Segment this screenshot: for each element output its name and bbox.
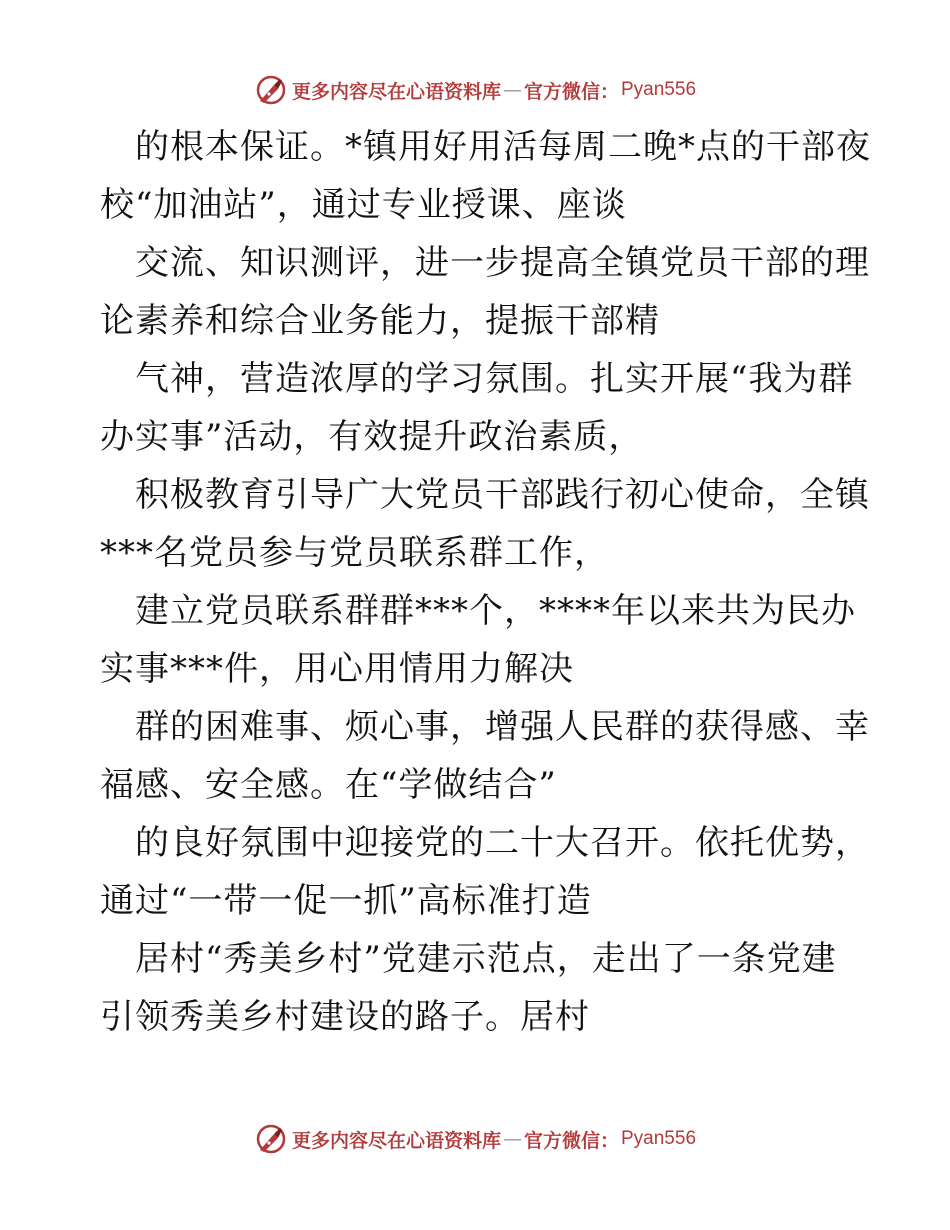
paragraph: [100, 466, 870, 582]
pen-nib-logo-icon: [254, 73, 288, 107]
paragraph: [100, 118, 871, 234]
paragraph-line: 的根本保证。*镇用好用活每周二晚*点的干部夜: [135, 127, 871, 167]
header-banner: [0, 70, 950, 110]
pen-nib-logo-icon: [254, 1122, 288, 1156]
paragraph: [100, 698, 870, 814]
paragraph-line: 建立党员联系群群***个，****年以来共为民办: [135, 591, 856, 631]
paragraph-line: 积极教育引导广大党员干部践行初心使命，全镇: [135, 475, 870, 515]
paragraph: [100, 814, 870, 930]
paragraph-line: 实事***件，用心用情用力解决: [100, 649, 574, 689]
paragraph-line: 引领秀美乡村建设的路子。居村: [100, 997, 590, 1037]
footer-dash: —: [502, 1128, 522, 1150]
paragraph-line: 居村“秀美乡村”党建示范点，走出了一条党建: [135, 939, 837, 979]
header-wechat-id: Pyan556: [621, 79, 697, 100]
paragraph-line: 办实事”活动，有效提升政治素质，: [100, 417, 644, 457]
paragraph-line: 群的困难事、烦心事，增强人民群的获得感、幸: [135, 707, 870, 747]
footer-text: 更多内容尽在心语资料库: [291, 1129, 501, 1152]
paragraph-line: 论素养和综合业务能力，提振干部精: [100, 301, 660, 341]
footer-wechat-label: 官方微信：: [523, 1129, 619, 1152]
footer-banner: [0, 1119, 950, 1159]
document-body: [100, 118, 871, 1046]
footer-wechat-id: Pyan556: [621, 1128, 697, 1149]
paragraph: [100, 930, 860, 1046]
paragraph-line: 交流、知识测评，进一步提高全镇党员干部的理: [135, 243, 870, 283]
paragraph-line: 福感、安全感。在“学做结合”: [100, 765, 557, 805]
paragraph-line: 的良好氛围中迎接党的二十大召开。依托优势，: [135, 823, 870, 863]
paragraph-line: 通过“一带一促一抓”高标准打造: [100, 881, 592, 921]
paragraph-line: 气神，营造浓厚的学习氛围。扎实开展“我为群: [135, 359, 854, 399]
paragraph-line: 校“加油站”，通过专业授课、座谈: [100, 185, 627, 225]
paragraph: [100, 350, 860, 466]
paragraph-line: ***名党员参与党员联系群工作，: [100, 533, 609, 573]
header-text: 更多内容尽在心语资料库: [291, 80, 501, 103]
paragraph: [100, 234, 870, 350]
header-wechat-label: 官方微信：: [523, 80, 619, 103]
header-dash: —: [502, 79, 522, 101]
paragraph: [100, 582, 860, 698]
